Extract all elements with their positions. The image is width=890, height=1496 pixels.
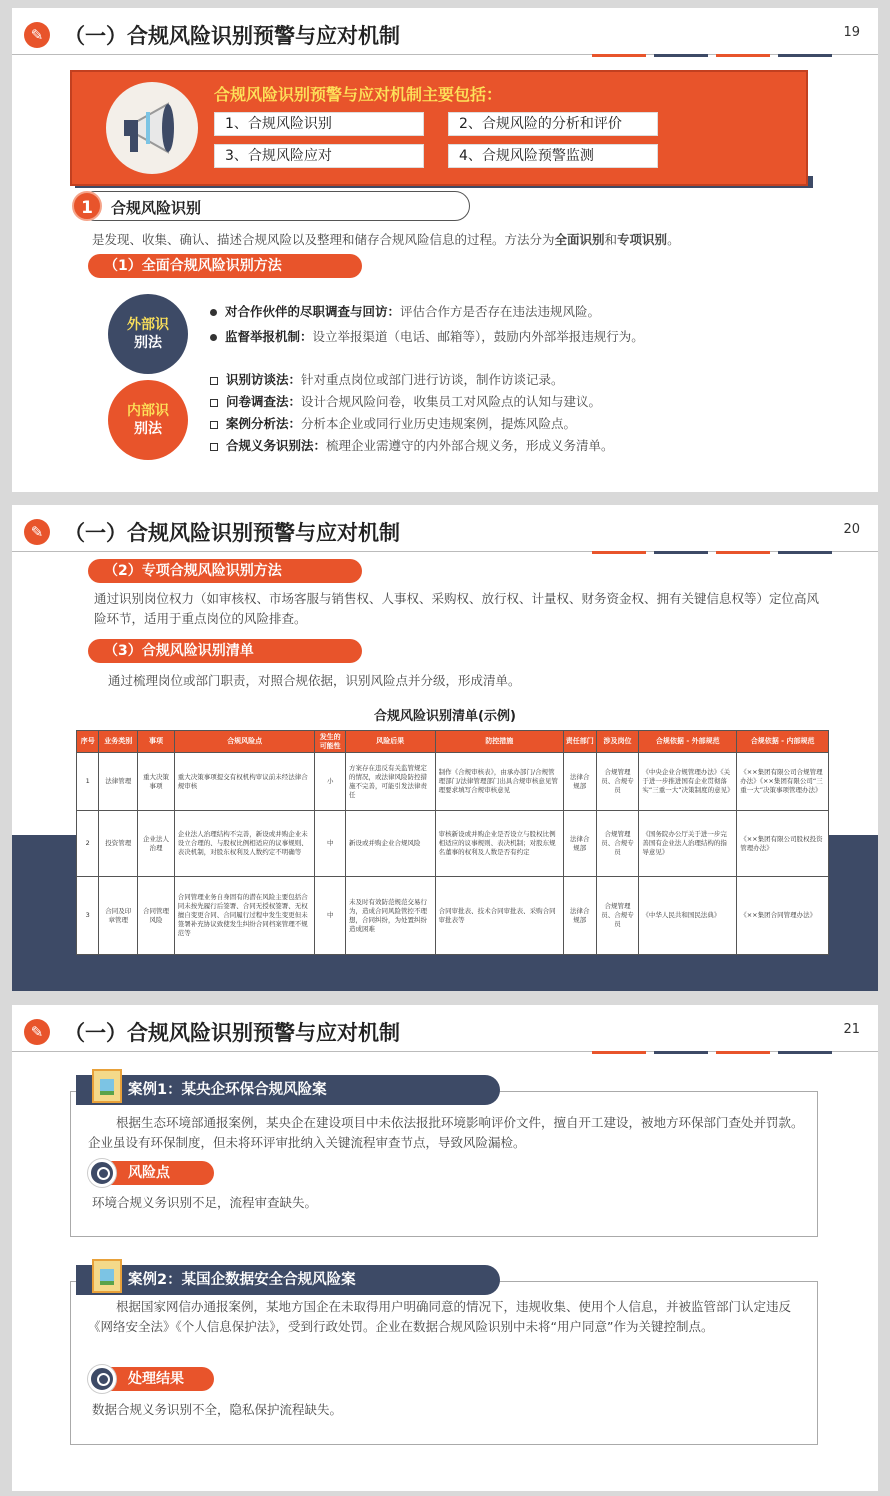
slide-title: （一）合规风险识别预警与应对机制 — [64, 1021, 400, 1045]
item-2: 2、合规风险的分析和评价 — [448, 112, 658, 136]
internal-bullet: 识别访谈法：针对重点岗位或部门进行访谈，制作访谈记录。 — [210, 370, 564, 388]
internal-method-circle: 内部识 别法 — [108, 380, 188, 460]
checklist-title: （3）合规风险识别清单 — [88, 639, 362, 663]
th-index: 序号 — [77, 731, 99, 753]
external-bullet: 监督举报机制：设立举报渠道（电话、邮箱等），鼓励内外部举报违规行为。 — [210, 327, 644, 345]
slide-20 — [12, 505, 878, 991]
table-title: 合规风险识别清单(示例) — [374, 709, 516, 724]
section-header — [80, 191, 470, 221]
case-2-result: 数据合规义务识别不全，隐私保护流程缺失。 — [92, 1402, 343, 1417]
case-1-result: 环境合规义务识别不足，流程审查缺失。 — [92, 1195, 318, 1210]
case-2-title: 案例2：某国企数据安全合规风险案 — [76, 1265, 500, 1295]
magnifier-icon — [88, 1159, 116, 1187]
external-method-circle: 外部识 别法 — [108, 294, 188, 374]
case-2-text: 根据国家网信办通报案例，某地方国企在未取得用户明确同意的情况下，违规收集、使用个人信息，并被监管部门认定违反《网络安全法》《个人信息保护法》，受到行政处罚。企业在数据合规风险识别中未将“用户同意”作为关键控制点。 — [88, 1299, 792, 1334]
method-title: （1）全面合规风险识别方法 — [88, 254, 362, 278]
item-4: 4、合规风险预警监测 — [448, 144, 658, 168]
th-likelihood: 发生的可能性 — [315, 731, 346, 753]
table-header-row — [77, 731, 829, 753]
section-number: 1 — [72, 191, 102, 221]
slide-title: （一）合规风险识别预警与应对机制 — [64, 24, 400, 48]
page-number: 19 — [843, 25, 860, 40]
th-department: 责任部门 — [564, 731, 597, 753]
slide-21 — [12, 1005, 878, 1491]
slide-19 — [12, 8, 878, 492]
magnifier-icon — [88, 1365, 116, 1393]
external-bullet: 对合作伙伴的尽职调查与回访：评估合作方是否存在违法违规风险。 — [210, 302, 600, 320]
case-1-text: 根据生态环境部通报案例，某央企在建设项目中未依法报批环境影响评价文件，擅自开工建设，被地方环保部门查处并罚款。企业虽设有环保制度，但未将环评审批纳入关键流程审查节点，导致风险漏检。 — [88, 1115, 804, 1150]
picture-icon — [92, 1069, 122, 1103]
slide-header — [12, 505, 878, 557]
th-category: 业务类别 — [99, 731, 138, 753]
section-title: 合规风险识别 — [111, 199, 202, 217]
internal-bullet: 案例分析法：分析本企业或同行业历史违规案例，提炼风险点。 — [210, 414, 576, 432]
slide-header — [12, 8, 878, 60]
pen-icon: ✎ — [24, 22, 50, 48]
th-risk-point: 合规风险点 — [174, 731, 315, 753]
special-method-text: 通过识别岗位权力（如审核权、市场客服与销售权、人事权、采购权、放行权、计量权、财务资金权、拥有关键信息权等）定位高风险环节，适用于重点岗位的风险排查。 — [94, 591, 820, 626]
section-intro: 是发现、收集、确认、描述合规风险以及整理和储存合规风险信息的过程。方法分为全面识别和专项识别。 — [92, 232, 680, 247]
case-1-sub-title: 风险点 — [94, 1161, 214, 1185]
table-row: 2 投资管理 企业法人治理 企业法人治理结构不完善，新设或并购企业未设立合理的、与股权比例相适应的议事规则、表决机制，对股东权利及人数约定不明确等 中 新设或并购企业合规风险 审核新设或并购企业是否设立与股权比例相适应的议事规则、表决机制；对股东规名董事的权利及人数是否有约定 法律合规部 合规管理员、合规专员 《国务院办公厅关于进一步完善国有企业法人治理结构的指导意见》 《××集团有限公司股权投资管理办法》 — [77, 811, 829, 877]
pen-icon: ✎ — [24, 1019, 50, 1045]
special-method-title: （2）专项合规风险识别方法 — [88, 559, 362, 583]
th-controls: 防控措施 — [435, 731, 563, 753]
slide-header — [12, 1005, 878, 1057]
risk-table — [76, 730, 829, 955]
case-1-title: 案例1：某央企环保合规风险案 — [76, 1075, 500, 1105]
page-number: 21 — [843, 1022, 860, 1037]
table-row: 3 合同及印章管理 合同管理风险 合同管理业务自身固有的潜在风险主要包括合同未按先履行后签署、合同无授权签署、无权擅自变更合同、合同履行过程中发生变更但未签署补充协议致使发生纠纷合同档案管理不规范等 中 未及时有效防范规范交易行为，造成合同风险管控不理想，合同纠纷，为处置纠纷造成困难 合同审批表、技术合同审批表、采购合同审批表等 法律合规部 合规管理员、合规专员 《中华人民共和国民法典》 《××集团合同管理办法》 — [77, 877, 829, 955]
banner-title: 合规风险识别预警与应对机制主要包括： — [214, 85, 503, 104]
internal-bullet: 合规义务识别法：梳理企业需遵守的内外部合规义务，形成义务清单。 — [210, 436, 614, 454]
picture-icon — [92, 1259, 122, 1293]
th-matter: 事项 — [138, 731, 175, 753]
checklist-text: 通过梳理岗位或部门职责，对照合规依据，识别风险点并分级，形成清单。 — [108, 673, 521, 688]
slide-title: （一）合规风险识别预警与应对机制 — [64, 521, 400, 545]
item-3: 3、合规风险应对 — [214, 144, 424, 168]
pen-icon: ✎ — [24, 519, 50, 545]
internal-bullet: 问卷调查法：设计合规风险问卷，收集员工对风险点的认知与建议。 — [210, 392, 601, 410]
page-number: 20 — [843, 522, 860, 537]
th-consequence: 风险后果 — [345, 731, 435, 753]
summary-banner — [70, 70, 808, 186]
megaphone-icon — [106, 82, 198, 174]
case-2-sub-title: 处理结果 — [94, 1367, 214, 1391]
th-position: 涉及岗位 — [596, 731, 639, 753]
item-1: 1、合规风险识别 — [214, 112, 424, 136]
th-internal-basis: 合规依据 - 内部规范 — [737, 731, 829, 753]
th-external-basis: 合规依据 - 外部规范 — [639, 731, 737, 753]
table-row: 1 法律管理 重大决策事项 重大决策事项提交有权机构审议前未经法律合规审核 小 方案存在违反有关监管规定的情况，或法律风险防控措施不完善，可能引发法律责任 制作《合规审核表》，由承办部门/合规管理部门/法律管理部门出具合规审核意见管理要求填写合规审核意见 法律合规部 合规管理员、合规专员 《中央企业合规管理办法》《关于进一步推进国有企业贯彻落实“三重一大”决策制度的意见》 《××集团有限公司合规管理办法》《××集团有限公司“三重一大”决策事项管理办法》 — [77, 753, 829, 811]
